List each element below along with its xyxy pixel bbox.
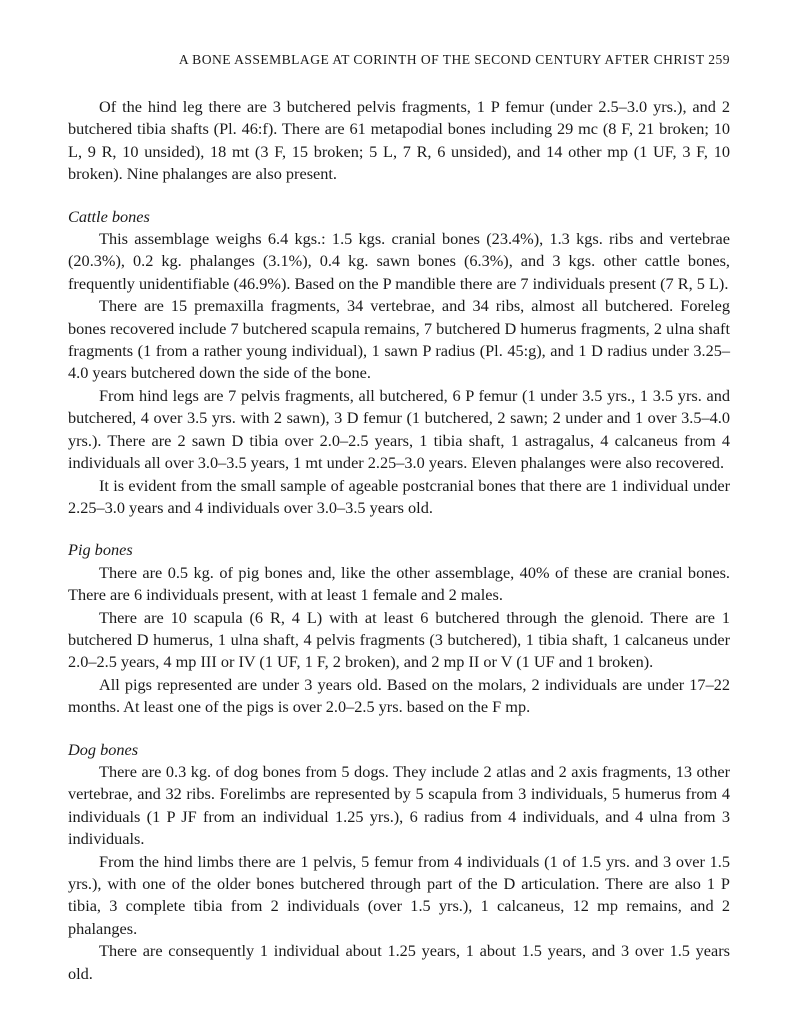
dog-bones-section [68,739,730,985]
cattle-paragraph: There are 15 premaxilla fragments, 34 vertebrae, and 34 ribs, almost all butchered. Foreleg bones recovered include 7 butchered scapula remains, 7 butchered D humerus fragments, 2 ulna shaft fragments (1 from a rather young individual), 1 sawn P radius (Pl. 45:g), and 1 D radius under 3.25–4.0 years butchered down the side of the bone. [68,296,730,383]
cattle-paragraph: It is evident from the small sample of ageable postcranial bones that there are 1 individual under 2.25–3.0 years and 4 individuals over 3.0–3.5 years old. [68,475,730,517]
cattle-paragraph: From hind legs are 7 pelvis fragments, all butchered, 6 P femur (1 under 3.5 yrs., 1 3.5 yrs. and butchered, 4 over 3.5 yrs. with 2 sawn), 3 D femur (1 butchered, 2 sawn; 2 under and 1 over 3.5–4.0 yrs.). There are 2 sawn D tibia over 2.0–2.5 years, 1 tibia shaft, 1 astragalus, 4 calcaneus from 4 individuals all over 3.0–3.5 years, 1 mt under 2.25–3.0 years. Eleven phalanges were also recovered. [68,385,730,473]
dog-paragraph: From the hind limbs there are 1 pelvis, 5 femur from 4 individuals (1 of 1.5 yrs. and 3 over 1.5 yrs.), with one of the older bones butchered through part of the D articulation. There are also 1 P tibia, 3 complete tibia from 2 individuals (over 1.5 yrs.), 1 calcaneus, 12 mp remains, and 2 phalanges. [68,851,730,938]
section-title-pig-bones: Pig bones [68,540,133,560]
dog-paragraph: There are 0.3 kg. of dog bones from 5 dogs. They include 2 atlas and 2 axis fragments, 13 other vertebrae, and 32 ribs. Forelimbs are represented by 5 scapula from 3 individuals, 5 humerus from 4 individuals (1 P JF from an individual 1.25 yrs.), 6 radius from 4 individuals, and 4 ulna from 3 individuals. [68,761,730,849]
cattle-bones-section [68,206,730,520]
pig-paragraph: There are 0.5 kg. of pig bones and, like the other assemblage, 40% of these are cranial bones. There are 6 individuals present, with at least 1 female and 2 males. [68,562,730,605]
running-head: A BONE ASSEMBLAGE AT CORINTH OF THE SECOND CENTURY AFTER CHRIST 259 [178,52,730,67]
cattle-paragraph: This assemblage weighs 6.4 kgs.: 1.5 kgs. cranial bones (23.4%), 1.3 kgs. ribs and vertebrae (20.3%), 0.2 kg. phalanges (3.1%), 0.4 kg. sawn bones (6.3%), and 3 kgs. other cattle bones, frequently unidentifiable (46.9%). Based on the P mandible there are 7 individuals present (7 R, 5 L). [68,229,730,293]
pig-paragraph: All pigs represented are under 3 years old. Based on the molars, 2 individuals are under 17–22 months. At least one of the pigs is over 2.0–2.5 yrs. based on the F mp. [68,674,730,717]
pig-bones-section [68,539,730,718]
pig-paragraph: There are 10 scapula (6 R, 4 L) with at least 6 butchered through the glenoid. There are 1 butchered D humerus, 1 ulna shaft, 4 pelvis fragments (3 butchered), 1 tibia shaft, 1 calcaneus under 2.0–2.5 years, 4 mp III or IV (1 UF, 1 F, 2 broken), and 2 mp II or V (1 UF and 1 broken). [68,607,730,672]
dog-paragraph: There are consequently 1 individual about 1.25 years, 1 about 1.5 years, and 3 over 1.5 years old. [68,941,730,983]
intro-section [68,96,730,186]
section-title-cattle-bones: Cattle bones [68,206,150,226]
section-title-dog-bones: Dog bones [68,739,139,759]
intro-paragraph: Of the hind leg there are 3 butchered pelvis fragments, 1 P femur (under 2.5–3.0 yrs.), and 2 butchered tibia shafts (Pl. 46:f). There are 61 metapodial bones including 29 mc (8 F, 21 broken; 10 L, 9 R, 10 unsided), 18 mt (3 F, 15 broken; 5 L, 7 R, 6 unsided), and 14 other mp (1 UF, 3 F, 10 broken). Nine phalanges are also present. [68,97,730,184]
